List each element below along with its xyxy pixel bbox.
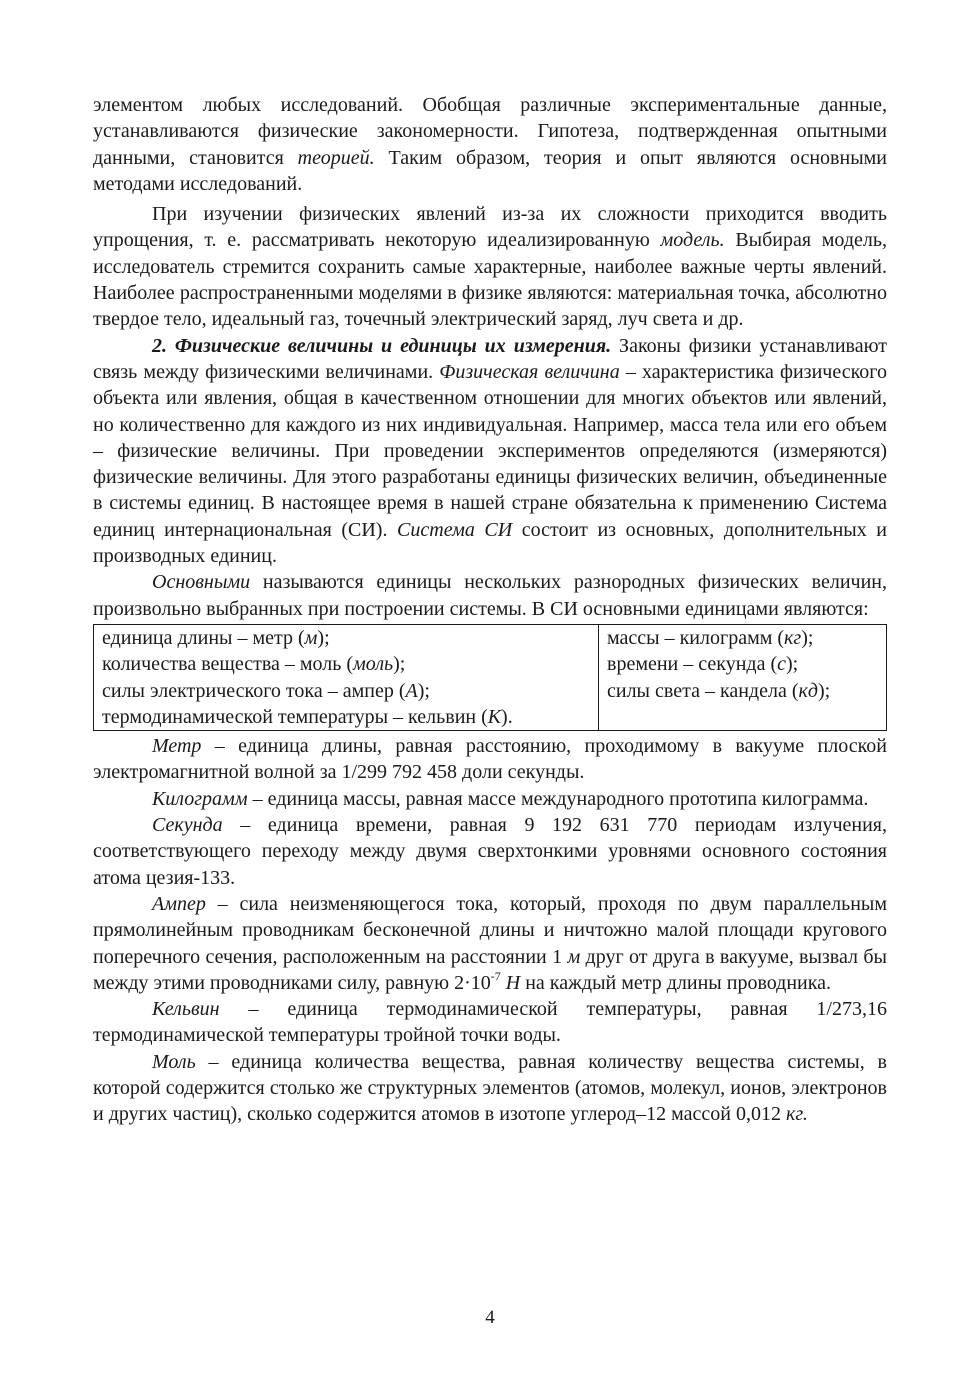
unit-row: массы – килограмм (кг); <box>607 626 814 649</box>
paragraph-basic-units: Основными называются единицы нескольких разнородных физических величин, произвольно выбранных при построении системы. В СИ основными единицами являются: <box>93 571 887 620</box>
term-basic: Основными <box>152 571 251 594</box>
term-si-system: Система СИ <box>397 518 513 541</box>
paragraph-section-2: 2. Физические величины и единицы их измерения. Законы физики устанавливают связь между физическими величинами. Физическая величина – характеристика физического объекта или явления, общая в качественном отношении для многих объектов или явлений, но количественно для каждого из них индивидуальная. Например, масса тела или его объем – физические величины. При проведении экспериментов определяются (измеряются) физические величины. Для этого разработаны единицы физических величин, объединенные в системы единиц. В настоящее время в нашей стране обязательна к применению Система единиц интернациональная (СИ). Система СИ состоит из основных, дополнительных и производных единиц. <box>93 334 887 568</box>
paragraph-intro: элементом любых исследований. Обобщая различные экспериментальные данные, устанавливаются физические закономерности. Гипотеза, подтвержденная опытными данными, становится теорией. Таким образом, теория и опыт являются основными методами исследований. <box>93 94 887 195</box>
unit-row: единица длины – метр (м); <box>102 626 330 649</box>
definition-kilogram: Килограмм – единица массы, равная массе международного прототипа килограмма. <box>152 787 869 810</box>
unit-row: времени – секунда (с); <box>607 653 799 676</box>
units-column-right <box>599 624 887 730</box>
section-heading: 2. Физические величины и единицы их измерения. <box>152 334 612 357</box>
si-base-units-table <box>93 624 887 731</box>
term-model: модель. <box>660 229 725 252</box>
definition-kelvin: Кельвин – единица термодинамической температуры, равная 1/273,16 термодинамической температуры тройной точки воды. <box>93 998 887 1047</box>
page-number: 4 <box>485 1307 495 1328</box>
definition-metre: Метр – единица длины, равная расстоянию, проходимому в вакууме плоской электромагнитной волной за 1/299 792 458 доли секунды. <box>93 735 887 784</box>
definition-mole: Моль – единица количества вещества, равная количеству вещества системы, в которой содержится столько же структурных элементов (атомов, молекул, ионов, электронов и других частиц), сколько содержится атомов в изотопе углерод–12 массой 0,012 кг. <box>93 1050 887 1126</box>
unit-row: количества вещества – моль (моль); <box>102 653 406 676</box>
definition-ampere: Ампер – сила неизменяющегося тока, который, проходя по двум параллельным прямолинейным проводникам бесконечной длины и ничтожно малой площади кругового поперечного сечения, расположенным на расстоянии 1 м друг от друга в вакууме, вызвал бы между этими проводниками силу, равную $2\cdot 10^{-7}$ Н на каждый метр длины проводника. <box>93 892 887 994</box>
unit-row: силы света – кандела (кд); <box>607 679 831 702</box>
page-body <box>93 92 887 1128</box>
units-column-left <box>94 624 599 730</box>
term-theory: теорией. <box>297 146 375 169</box>
paragraph-model: При изучении физических явлений из-за их сложности приходится вводить упрощения, т. е. рассматривать некоторую идеализированную модель. Выбирая модель, исследователь стремится сохранить самые характерные, наиболее важные черты явлений. Наиболее распространенными моделями в физике являются: материальная точка, абсолютно твердое тело, идеальный газ, точечный электрический заряд, луч света и др. <box>93 203 887 331</box>
unit-row: термодинамической температуры – кельвин (К). <box>102 705 513 728</box>
definition-second: Секунда – единица времени, равная 9 192 631 770 периодам излучения, соответствующего переходу между двумя сверхтонкими уровнями основного состояния атома цезия-133. <box>93 814 887 889</box>
term-physical-quantity: Физическая величина <box>439 360 620 383</box>
unit-row: силы электрического тока – ампер (А); <box>102 679 430 702</box>
